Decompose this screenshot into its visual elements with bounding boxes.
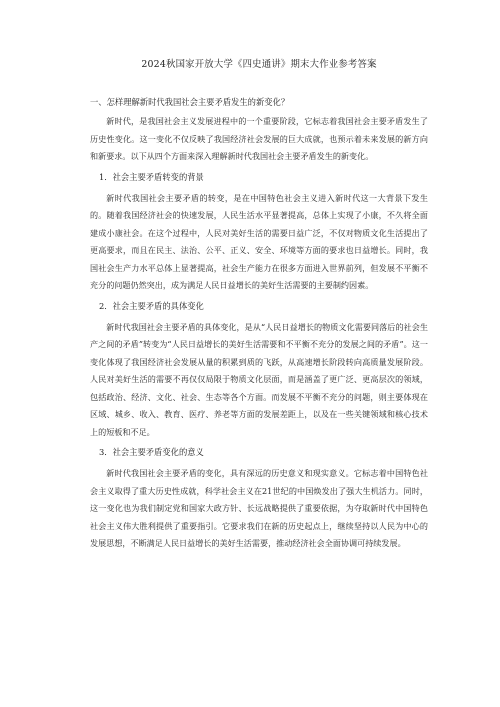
question-heading: 一、怎样理解新时代我国社会主要矛盾发生的新变化？ bbox=[90, 97, 290, 107]
section-changes bbox=[90, 300, 428, 442]
section-heading: 2．社会主要矛盾的具体变化 bbox=[99, 300, 204, 311]
section-paragraph: 新时代我国社会主要矛盾的变化，具有深远的历史意义和现实意义。它标志着中国特色社会主义取得了重大历史性成就，科学社会主义在21世纪的中国焕发出了强大生机活力。同时，这一变化也为我们制定党和国家大政方针、长远战略提供了重要依据，为夺取新时代中国特色社会主义伟大胜利提供了重要指引。它要求我们在新的历史起点上，继续坚持以人民为中心的发展思想，不断满足人民日益增长的美好生活需要，推动经济社会全面协调可持续发展。 bbox=[90, 468, 428, 548]
section-background bbox=[90, 171, 428, 295]
section-heading: 3．社会主要矛盾变化的意义 bbox=[99, 447, 204, 457]
section-paragraph: 新时代我国社会主要矛盾的转变，是在中国特色社会主义进入新时代这一大背景下发生的。随着我国经济社会的快速发展，人民生活水平显著提高，总体上实现了小康，不久将全面建成小康社会。在这个过程中，人民对美好生活的需要日益广泛，不仅对物质文化生活提出了更高要求，而且在民主、法治、公平、正义、安全、环境等方面的要求也日益增长。同时，我国社会生产力水平总体上显著提高，社会生产能力在很多方面进入世界前列，但发展不平衡不充分的问题仍然突出，成为满足人民日益增长的美好生活需要的主要制约因素。 bbox=[90, 192, 428, 290]
section-heading: 1．社会主要矛盾转变的背景 bbox=[99, 171, 204, 182]
section-paragraph: 新时代我国社会主要矛盾的具体变化，是从“人民日益增长的物质文化需要同落后的社会生产之间的矛盾”转变为“人民日益增长的美好生活需要和不平衡不充分的发展之间的矛盾”。这一变化体现了我国经济社会发展从量的积累到质的飞跃，从高速增长阶段转向高质量发展阶段。人民对美好生活的需要不再仅仅局限于物质文化层面，而是涵盖了更广泛、更高层次的领域，包括政治、经济、文化、社会、生态等各个方面。而发展不平衡不充分的问题，则主要体现在区域、城乡、收入、教育、医疗、养老等方面的发展差距上，以及在一些关键领域和核心技术上的短板和不足。 bbox=[90, 321, 428, 437]
document-title: 2024秋国家开放大学《四史通讲》期末大作业参考答案 bbox=[141, 59, 377, 70]
intro-paragraph: 新时代，是我国社会主义发展进程中的一个重要阶段，它标志着我国社会主要矛盾发生了历史性变化。这一变化不仅反映了我国经济社会发展的巨大成就，也预示着未来发展的新方向和新要求。以下从四个方面来深入理解新时代我国社会主要矛盾发生的新变化。 bbox=[90, 116, 428, 161]
section-significance bbox=[90, 446, 428, 553]
